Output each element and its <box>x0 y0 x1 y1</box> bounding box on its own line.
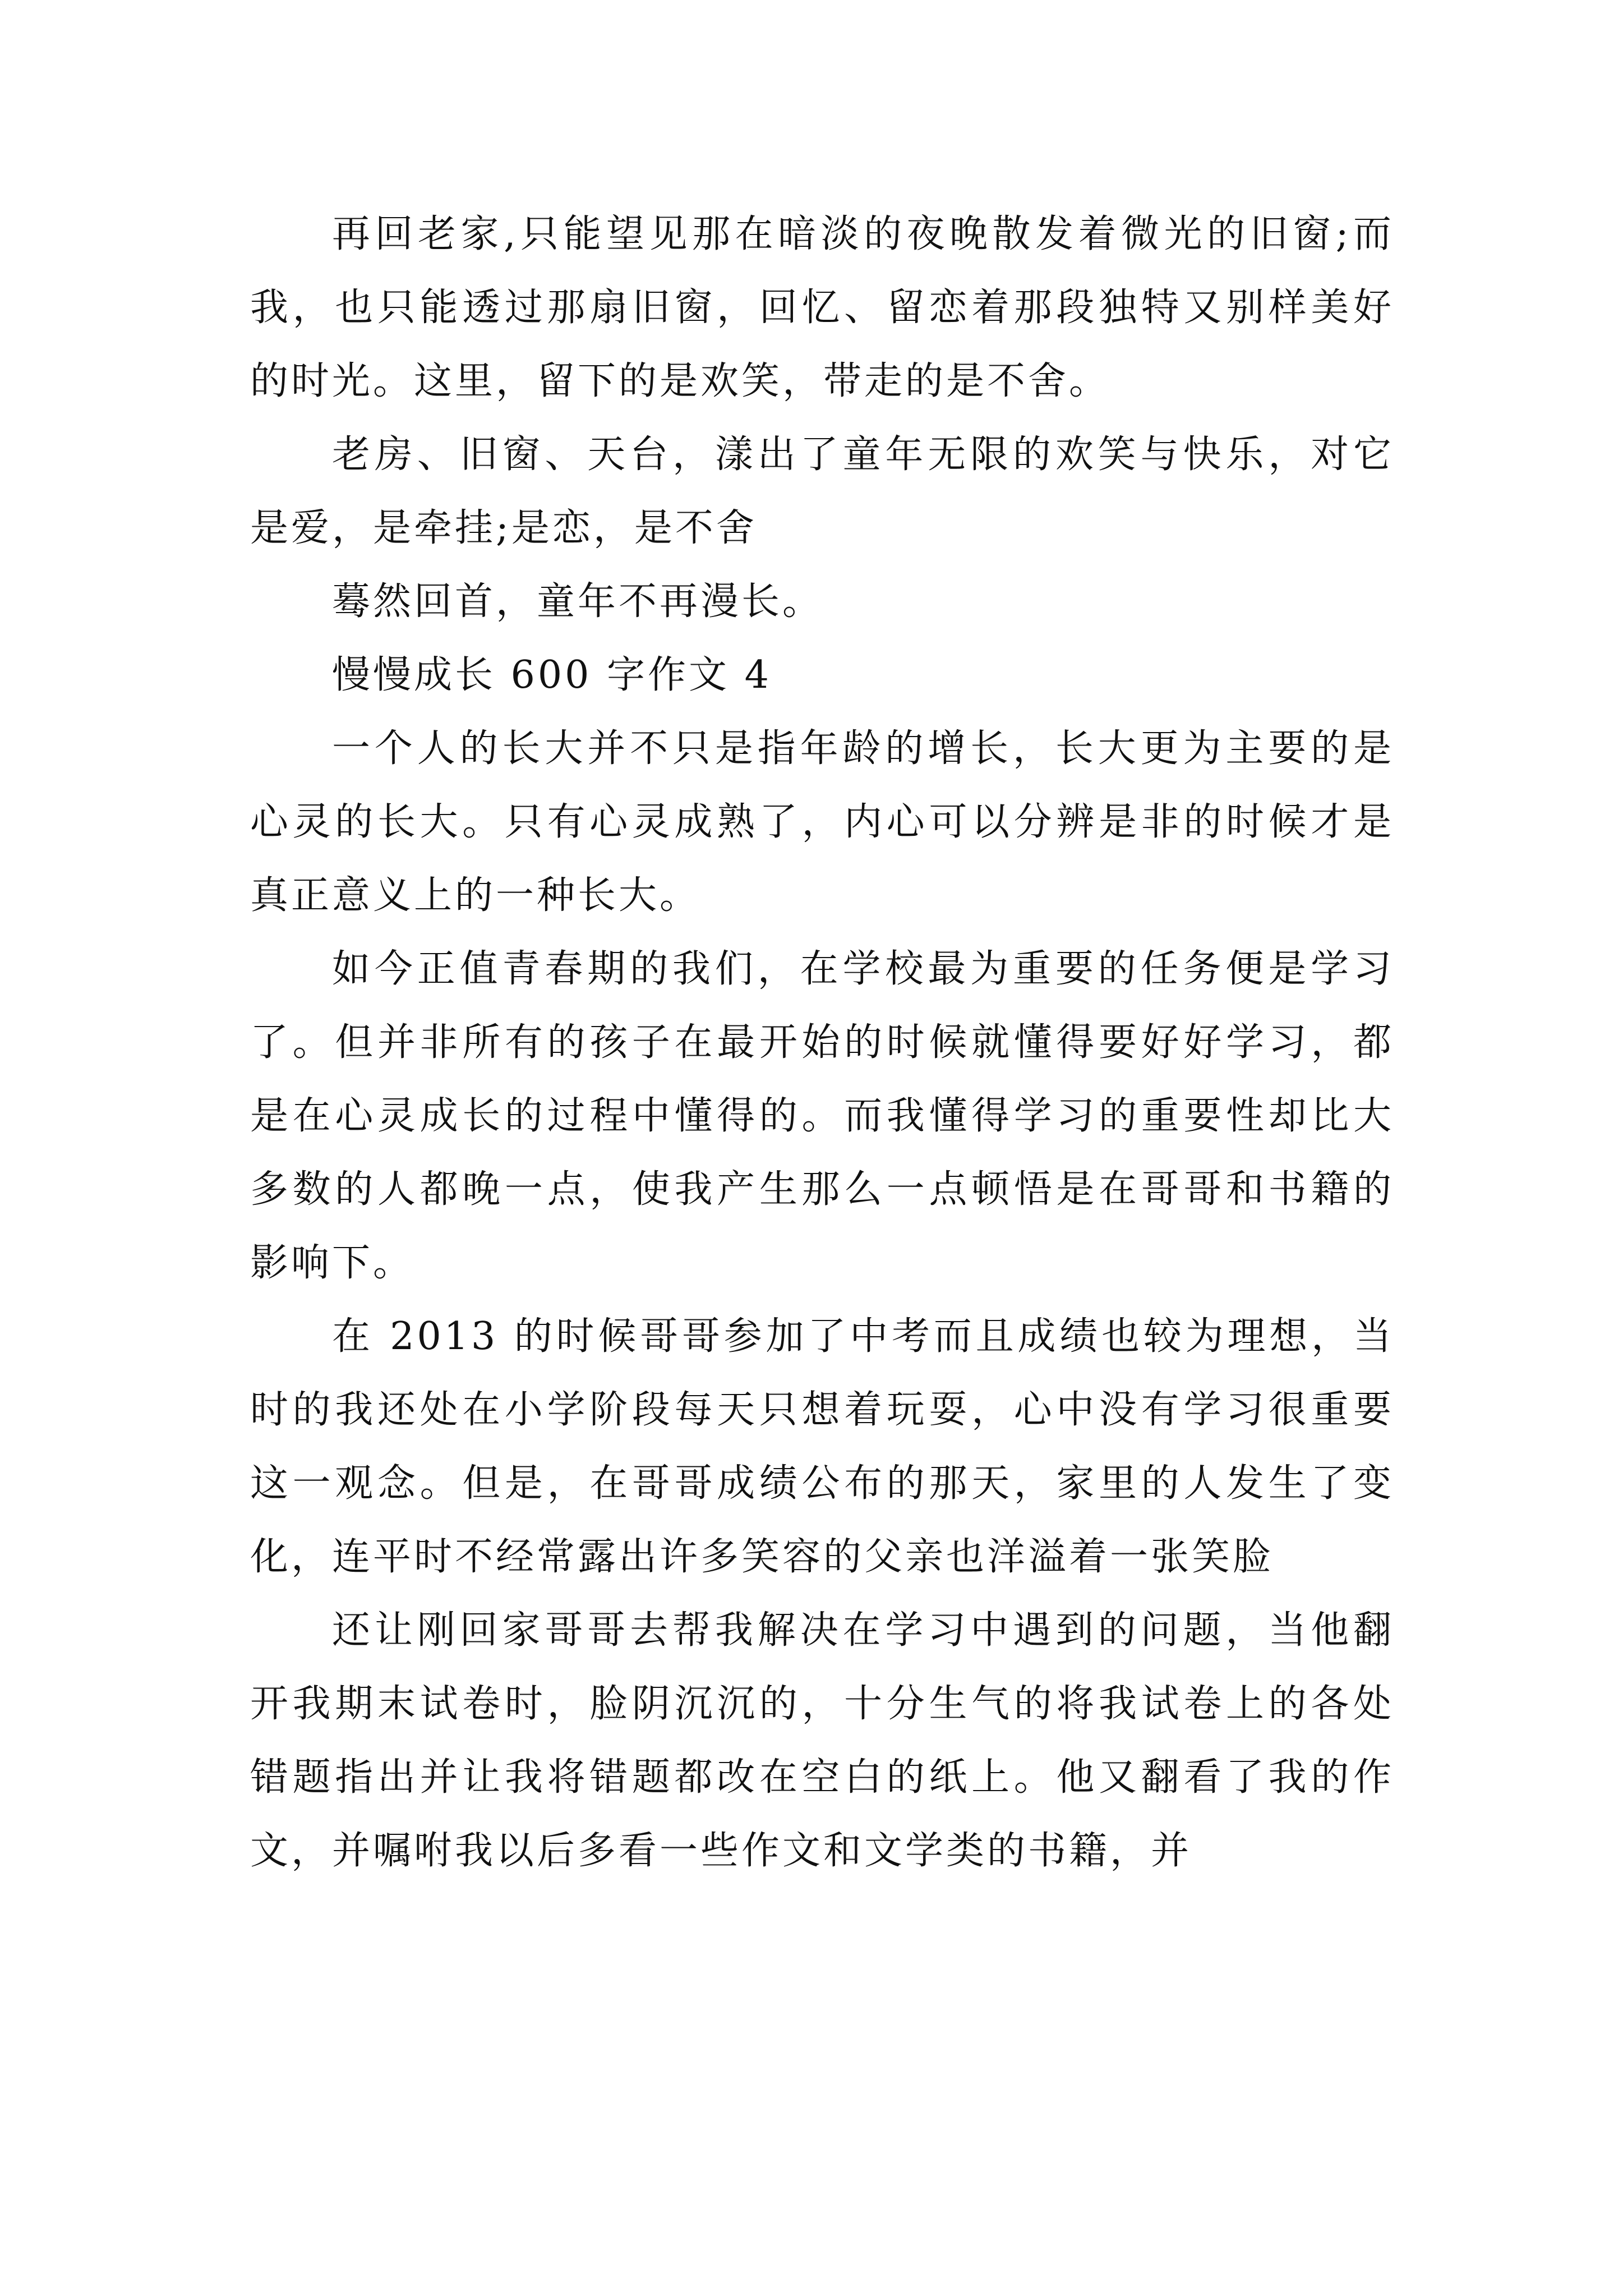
paragraph-7: 还让刚回家哥哥去帮我解决在学习中遇到的问题，当他翻开我期末试卷时，脸阴沉沉的，十分生气的将我试卷上的各处错题指出并让我将错题都改在空白的纸上。他又翻看了我的作文，并嘱咐我以后多看一些作文和文学类的书籍，并 <box>250 1608 1394 1873</box>
paragraph-2: 老房、旧窗、天台，漾出了童年无限的欢笑与快乐，对它是爱，是牵挂;是恋，是不舍 <box>250 432 1394 550</box>
paragraph-4: 一个人的长大并不只是指年龄的增长，长大更为主要的是心灵的长大。只有心灵成熟了，内心可以分辨是非的时候才是真正意义上的一种长大。 <box>250 726 1394 918</box>
section-heading: 慢慢成长 600 字作文 4 <box>332 653 772 697</box>
paragraph-6: 在 2013 的时候哥哥参加了中考而且成绩也较为理想，当时的我还处在小学阶段每天只想着玩耍，心中没有学习很重要这一观念。但是，在哥哥成绩公布的那天，家里的人发生了变化，连平时不经常露出许多笑容的父亲也洋溢着一张笑脸 <box>250 1314 1394 1579</box>
paragraph-1: 再回老家,只能望见那在暗淡的夜晚散发着微光的旧窗;而我，也只能透过那扇旧窗，回忆、留恋着那段独特又别样美好的时光。这里，留下的是欢笑，带走的是不舍。 <box>250 212 1394 403</box>
paragraph-5: 如今正值青春期的我们，在学校最为重要的任务便是学习了。但并非所有的孩子在最开始的时候就懂得要好好学习，都是在心灵成长的过程中懂得的。而我懂得学习的重要性却比大多数的人都晚一点，使我产生那么一点顿悟是在哥哥和书籍的影响下。 <box>250 947 1394 1285</box>
paragraph-3: 蓦然回首，童年不再漫长。 <box>332 579 824 624</box>
document-body <box>250 197 1394 1888</box>
